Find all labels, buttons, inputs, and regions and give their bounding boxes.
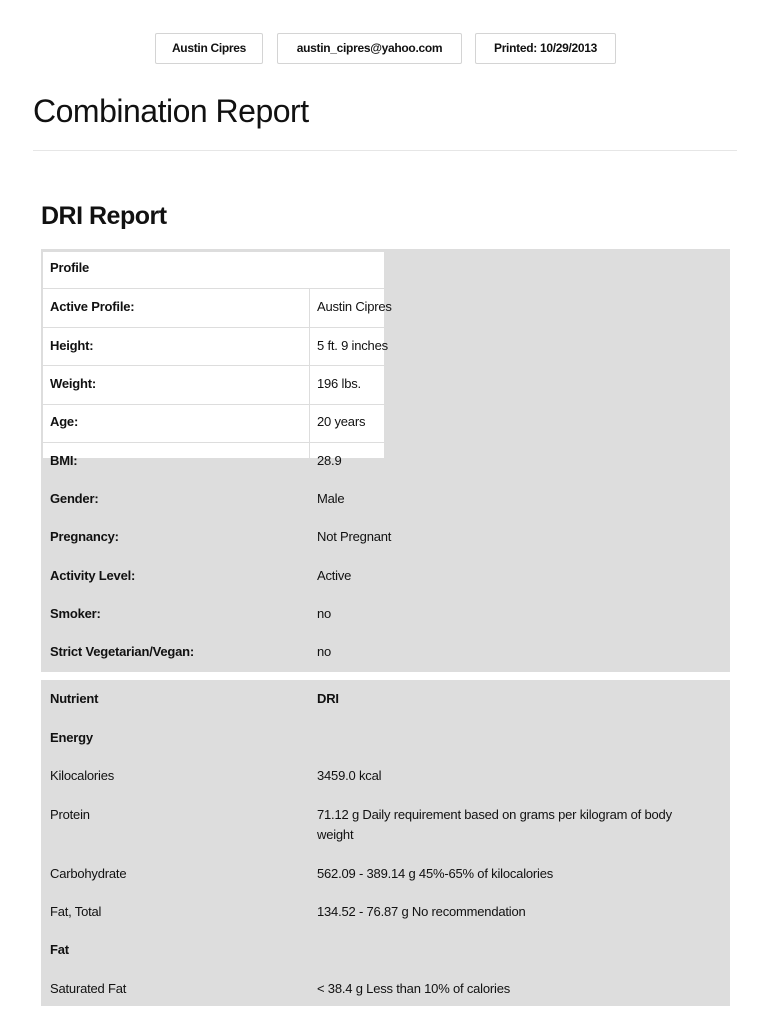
profile-row-activity-level: [50, 557, 730, 595]
profile-row-pregnancy: [50, 518, 730, 556]
profile-label: Age:: [50, 414, 79, 429]
email-chip: austin_cipres@yahoo.com: [277, 33, 462, 64]
nutrient-row-kilocalories: [50, 757, 730, 795]
nutrient-label: Fat, Total: [50, 904, 102, 919]
profile-label: Activity Level:: [50, 568, 136, 583]
nutrient-row-carbohydrate: [50, 855, 730, 893]
profile-value: 196 lbs.: [317, 376, 361, 391]
column-header-nutrient: Nutrient: [50, 691, 99, 706]
profile-label: Pregnancy:: [50, 529, 119, 544]
profile-label: Smoker:: [50, 606, 101, 621]
printed-date-chip: Printed: 10/29/2013: [475, 33, 616, 64]
nutrient-value: 562.09 - 389.14 g 45%-65% of kilocalories: [317, 866, 554, 881]
nutrient-row-protein: [50, 796, 730, 854]
nutrients-header-row: [50, 680, 730, 718]
profile-row-gender: [50, 480, 730, 518]
profile-row-height: [50, 327, 730, 365]
profile-label: Strict Vegetarian/Vegan:: [50, 644, 195, 659]
nutrient-row-saturated-fat: [50, 970, 730, 1008]
profile-label: Height:: [50, 338, 94, 353]
profile-label: Active Profile:: [50, 299, 135, 314]
section-title-dri: DRI Report: [41, 202, 167, 230]
profile-heading: Profile: [50, 260, 90, 275]
profile-value: no: [317, 606, 332, 621]
profile-row-age: [50, 403, 730, 441]
nutrient-label: Saturated Fat: [50, 981, 127, 996]
nutrient-label: Kilocalories: [50, 768, 115, 783]
nutrient-label: Protein: [50, 807, 90, 822]
nutrient-value: 71.12 g Daily requirement based on grams per kilogram of body weight: [317, 807, 672, 842]
column-header-dri: DRI: [317, 691, 339, 706]
nutrient-row-fat-total: [50, 893, 730, 931]
profile-value: Austin Cipres: [317, 299, 392, 314]
title-divider: [33, 150, 737, 151]
profile-row-smoker: [50, 595, 730, 633]
profile-value: 28.9: [317, 453, 342, 468]
profile-value: 20 years: [317, 414, 366, 429]
profile-value: Male: [317, 491, 345, 506]
profile-label: Gender:: [50, 491, 99, 506]
profile-row-vegetarian: [50, 633, 730, 671]
profile-row-bmi: [50, 442, 730, 480]
nutrient-section-label: Fat: [50, 942, 69, 957]
profile-label: Weight:: [50, 376, 97, 391]
user-name-chip: Austin Cipres: [155, 33, 263, 64]
page-title: Combination Report: [33, 93, 309, 129]
profile-value: Not Pregnant: [317, 529, 392, 544]
profile-value: 5 ft. 9 inches: [317, 338, 388, 353]
profile-value: Active: [317, 568, 352, 583]
nutrient-label: Carbohydrate: [50, 866, 127, 881]
nutrient-value: 3459.0 kcal: [317, 768, 382, 783]
profile-value: no: [317, 644, 332, 659]
nutrient-section-fat: [50, 931, 730, 969]
profile-row-active-profile: [50, 288, 730, 326]
nutrient-value: 134.52 - 76.87 g No recommendation: [317, 904, 526, 919]
nutrient-section-energy: [50, 719, 730, 757]
profile-row-weight: [50, 365, 730, 403]
header-chips: [0, 33, 768, 64]
profile-heading-row: [50, 249, 730, 287]
nutrient-section-label: Energy: [50, 730, 93, 745]
profile-label: BMI:: [50, 453, 78, 468]
nutrient-value: < 38.4 g Less than 10% of calories: [317, 981, 511, 996]
